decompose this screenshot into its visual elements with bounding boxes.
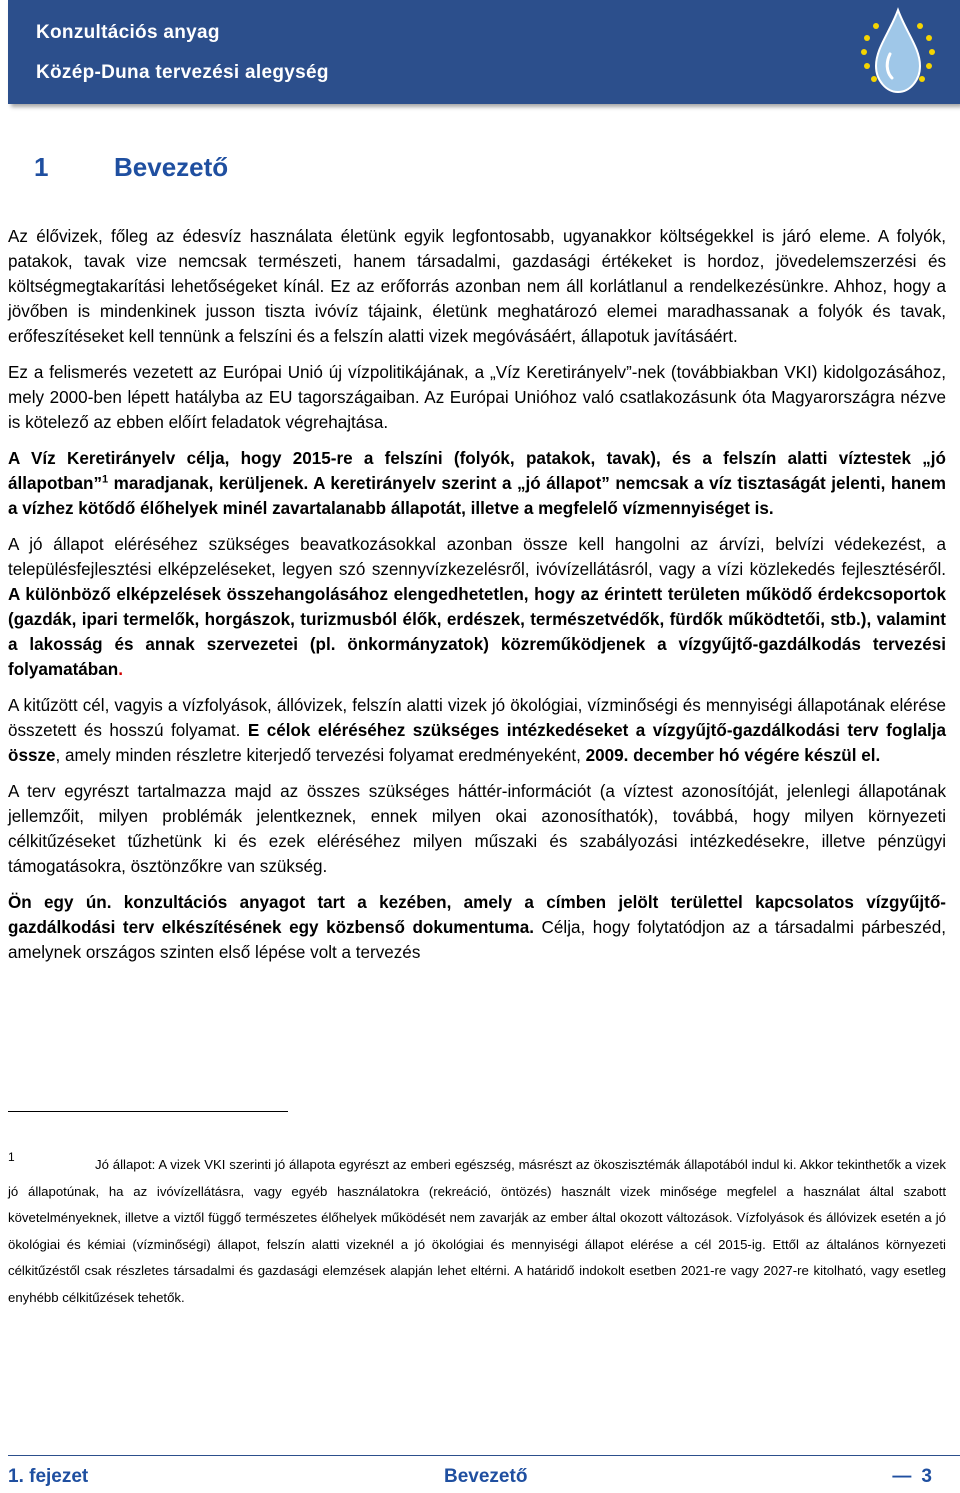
paragraph-plan-text: A terv egyrészt tartalmazza majd az összes szükséges háttér-információt (a víztest azonosítóját, jelenlegi állapotának jellemzőit, milyen problémák jelentkeznek, ennek milyen okai azonosíthatók), továbbá, hogy milyen környezeti célkitűzéseket tűzhetünk ki és ezek eléréséhez milyen műszaki és szabályozási intézkedésekre, illetve pénzügyi támogatásokra, ösztönzőkre van szükség. [8, 782, 946, 876]
footnote-ref[interactable]: 1 [102, 473, 109, 486]
paragraph-target-deadline: 2009. december hó végére készül el. [585, 746, 881, 765]
footer-page [892, 1466, 932, 1488]
footnote-separator [8, 1111, 288, 1112]
body-text [8, 224, 946, 976]
footnote [8, 1152, 946, 1311]
paragraph-target [8, 693, 946, 768]
paragraph-plan [8, 779, 946, 879]
paragraph-intro-text: Az élővizek, főleg az édesvíz használata életünk egyik legfontosabb, ugyanakkor költségekkel is járó eleme. A folyók, patakok, tavak vize nemcsak természeti, hanem társadalmi, gazdasági értékeket is hordoz, jövedelemszerzési és költségmegtakarítási lehetőségeket kínál. Ez az erőforrás azonban nem áll korlátlanul a rendelkezésünkre. Ahhoz, hogy a jövőben is mindenkinek jusson tiszta ivóvíz tájaink, életünk meghatározó elemei maradhassanak a folyók és tavak, erőfeszítéseket kell tennünk a felszíni és a felszín alatti vizek megóvásáért, állapotuk javításáért. [8, 227, 946, 346]
paragraph-vki [8, 360, 946, 435]
page-number: 3 [921, 1466, 932, 1487]
section-title: Bevezető [114, 152, 229, 182]
paragraph-goal-text-b: maradjanak, kerüljenek. A keretirányelv szerint a „jó állapot” nemcsak a víz tisztaságát jelenti, hanem a vízhez kötődő élőhelyek minél zavartalanabb állapotát, illetve a megfelelő vízmennyiséget is. [8, 474, 946, 518]
paragraph-consultation-text-b: Célja, hogy folytatódjon az a társadalmi párbeszéd, amelynek országos szinten első lépése volt a tervezés [8, 918, 946, 962]
header-banner [8, 0, 960, 104]
eu-water-drop-logo-icon [850, 4, 946, 100]
paragraph-goal-text-a: A Víz Keretirányelv célja, hogy 2015-re a felszíni (folyók, patakok, tavak), és a felszín alatti víztestek „jó állapotban” [8, 449, 946, 493]
paragraph-coordination-text-b: A különböző elképzelések összehangolásához elengedhetetlen, hogy az érintett területen működő érdekcsoportok (gazdák, ipari termelők, horgászok, turizmusból élők, erdészek, természetvédők, fürdők működtetői, stb.), valamint a lakosság és annak szervezetei (pl. önkormányzatok) közreműködjenek a vízgyűjtő-gazdálkodás tervezési folyamatában [8, 585, 946, 679]
paragraph-target-text-b: E célok eléréséhez szükséges intézkedéseket a vízgyűjtő-gazdálkodási terv foglalja össze [8, 721, 946, 765]
paragraph-coordination [8, 532, 946, 682]
section-number: 1 [34, 152, 49, 182]
footnote-text: Jó állapot: A vizek VKI szerinti jó állapota egyrészt az emberi egészség, másrészt az ökoszisztémák állapotából indul ki. Akkor tekinthetők a vizek jó állapotúnak, ha az ivóvízellátásra, vagy egyéb használatokra (rekreáció, öntözés) használt vizek minősége megfelel a használat által szabott követelményeknek, illetve a viztől függő természetes élőhelyek működését nem zavarják az ember által okozott változások. Vízfolyások és állóvizek esetén a jó ökológiai és kémiai (vízminőségi) állapot, felszín alatti vizeknél a jó ökológiai és mennyiségi állapot elérése a cél 2015-ig. Ettől az általános környezeti célkitűzéstől csak részletes társadalmi és gazdasági elemzések alapján lehet eltérni. A határidő indokolt esetben 2021-re vagy 2027-re kitolható, vagy esetleg enyhébb célkitűzések tehetők. [8, 1157, 946, 1305]
footer-chapter: 1. fejezet [8, 1466, 89, 1487]
paragraph-vki-text: Ez a felismerés vezetett az Európai Unió új vízpolitikájának, a „Víz Keretirányelv”-nek (továbbiakban VKI) kidolgozásához, mely 2000-ben lépett hatályba az EU tagországaiban. Az Európai Unióhoz való csatlakozásunk óta Magyarországra nézve is kötelező az ebben előírt feladatok végrehajtása. [8, 363, 946, 432]
footer-dash: — [892, 1466, 912, 1487]
paragraph-coordination-period: . [118, 660, 123, 679]
section-heading [34, 152, 228, 183]
paragraph-target-text-c: , amely minden részletre kiterjedő tervezési folyamat eredményeként, [55, 746, 586, 765]
footer-title: Bevezető [444, 1466, 528, 1487]
footnote-number: 1 [8, 1150, 15, 1164]
planning-unit-name: Közép-Duna tervezési alegység [36, 62, 329, 83]
paragraph-target-text-a: A kitűzött cél, vagyis a vízfolyások, állóvizek, felszín alatti vizek jó ökológiai, vízminőségi és mennyiségi állapotának elérése összetett és hosszú folyamat. [8, 696, 946, 740]
document-type: Konzultációs anyag [36, 22, 220, 43]
paragraph-consultation [8, 890, 946, 965]
paragraph-coordination-text-a: A jó állapot eléréséhez szükséges beavatkozásokkal azonban össze kell hangolni az árvízi, belvízi védekezést, a településfejlesztési elképzeléseket, legyen szó szennyvízkezelésről, ivóvízellátásról, vagy a vízi közlekedés fejlesztéséről. [8, 535, 946, 579]
paragraph-intro [8, 224, 946, 349]
footer-separator [8, 1455, 960, 1456]
paragraph-consultation-text-a: Ön egy ún. konzultációs anyagot tart a kezében, amely a címben jelölt területtel kapcsolatos vízgyűjtő-gazdálkodási terv elkészítésének egy közbenső dokumentuma. [8, 893, 946, 937]
paragraph-goal [8, 446, 946, 521]
